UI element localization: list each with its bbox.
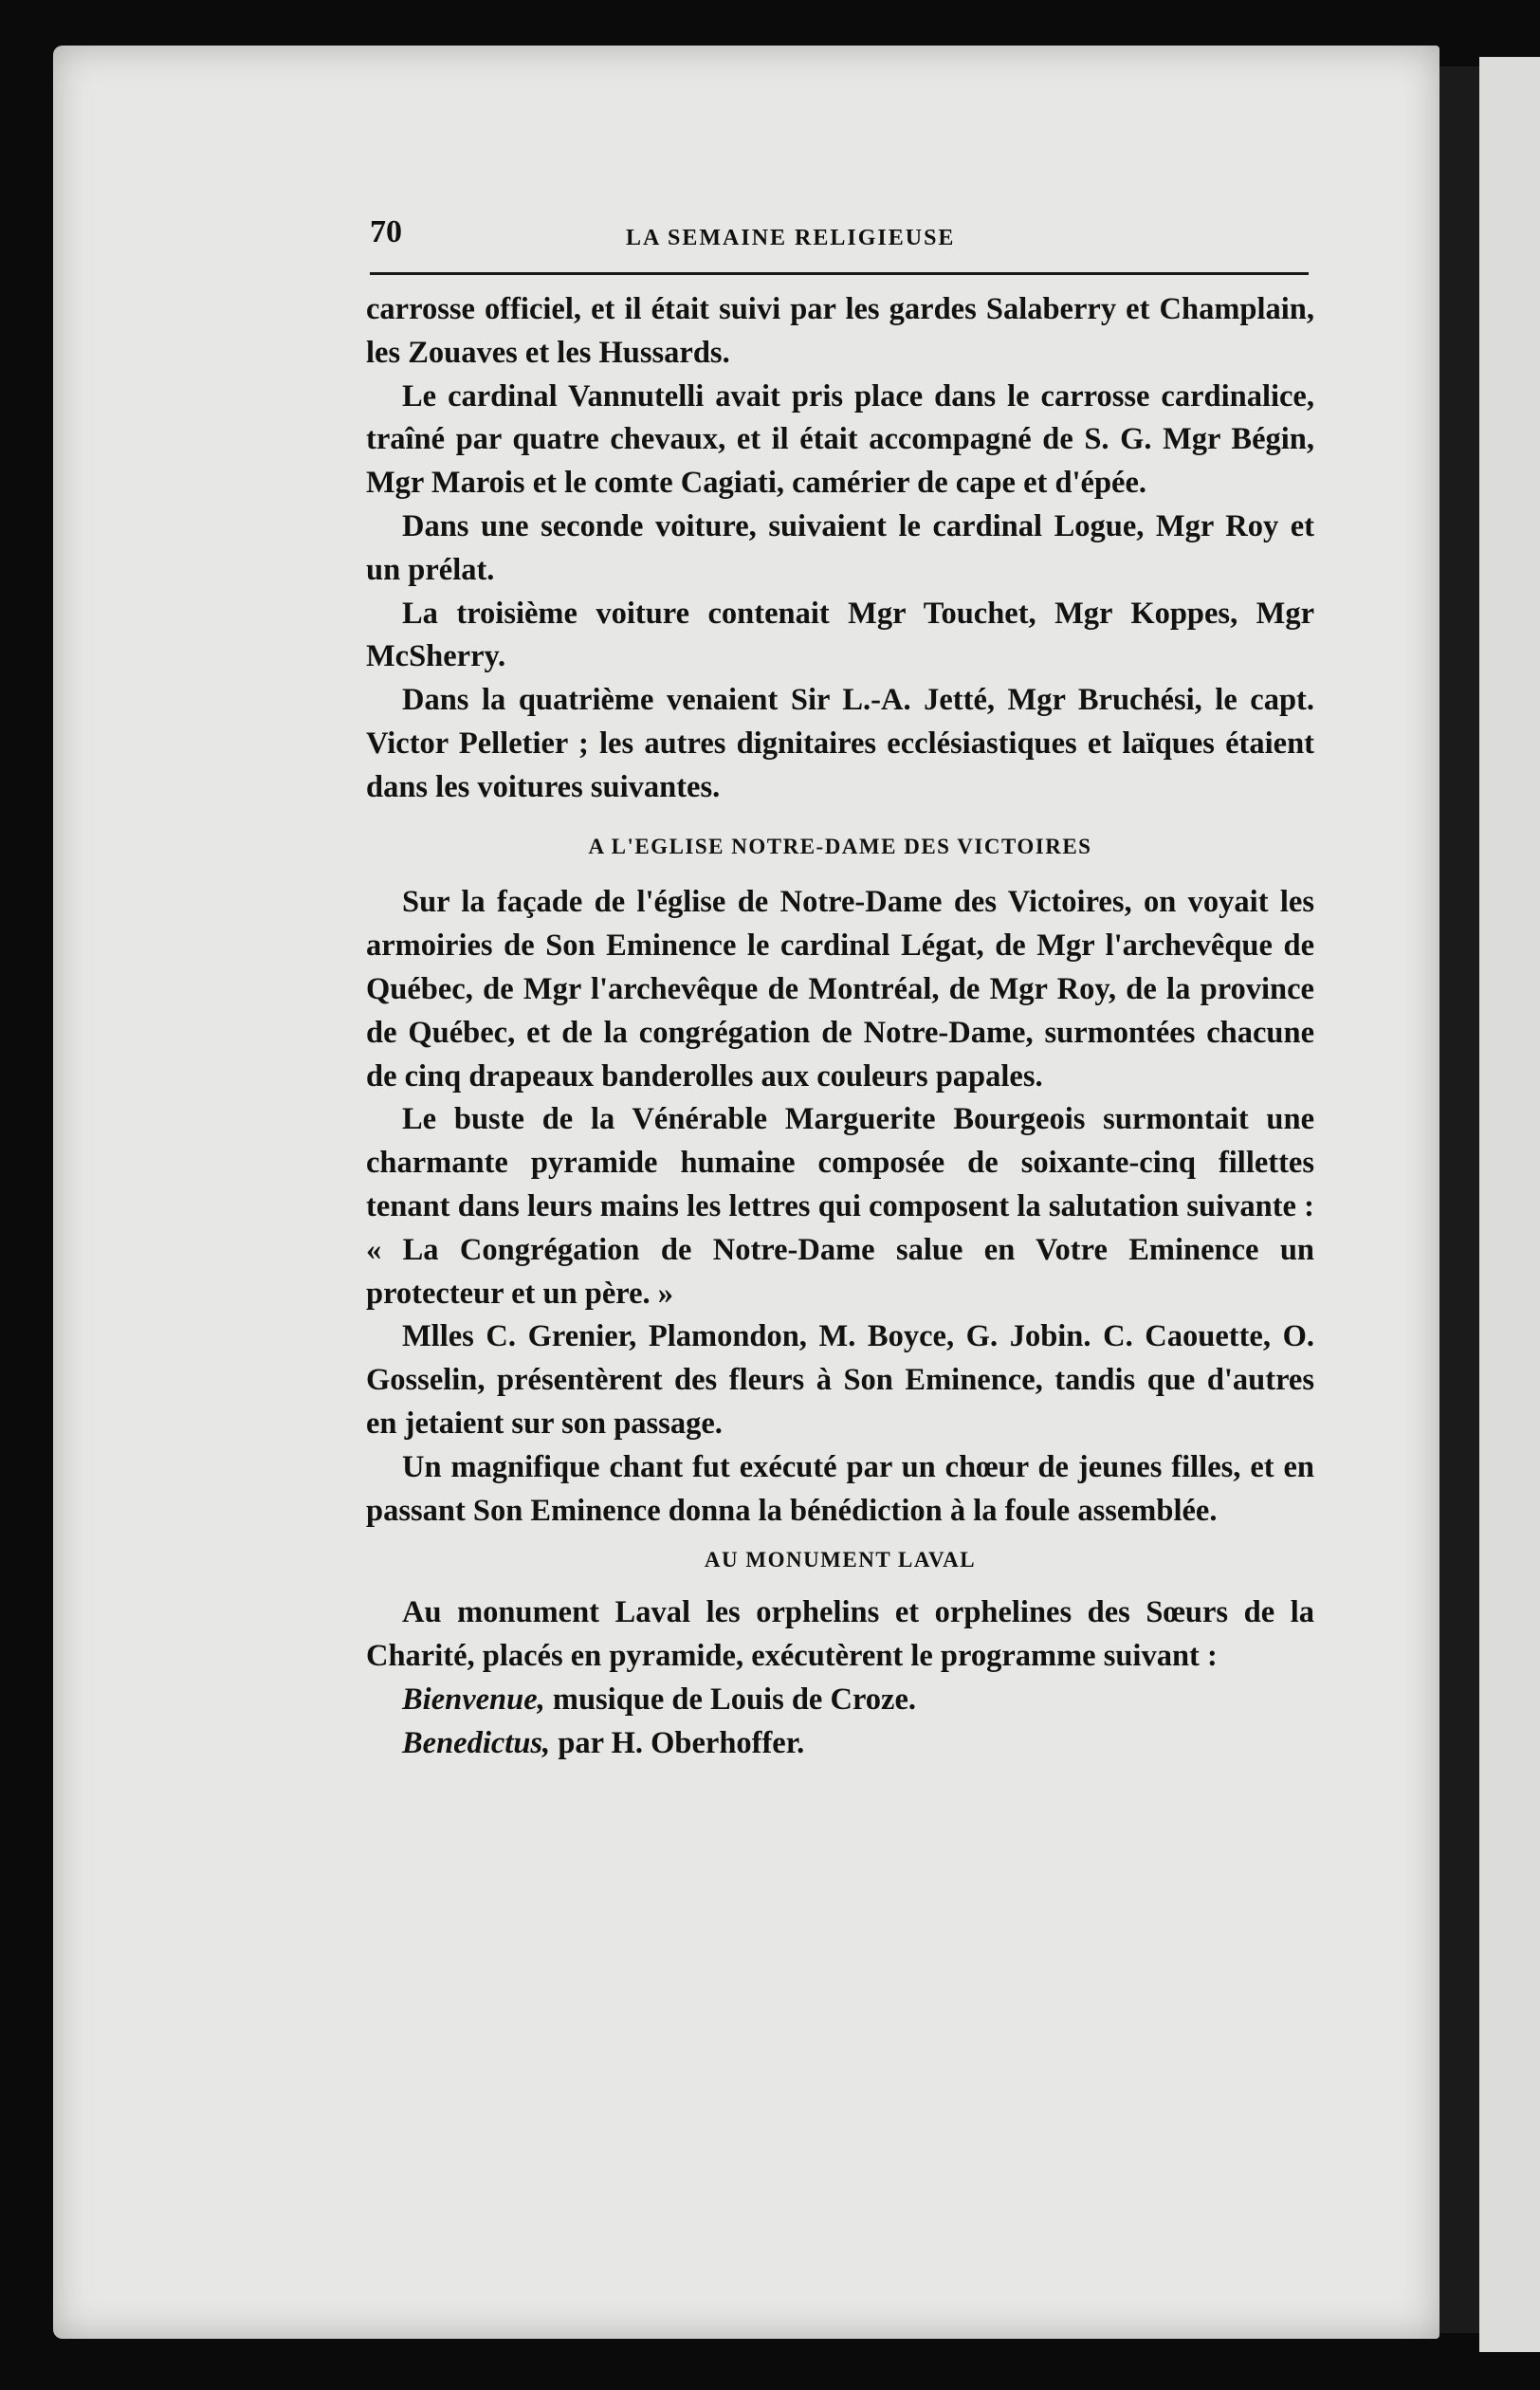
paragraph: Le cardinal Vannutelli avait pris place dans le carrosse cardinalice, traîné par quatre chevaux, et il était accompagné de S. G. Mgr Bégin, Mgr Marois et le comte Cagiati, camérier de cape et d'épée.	[366, 378, 1314, 501]
page-header	[370, 214, 1318, 252]
paragraph: Un magnifique chant fut exécuté par un chœur de jeunes filles, et en passant Son Eminence donna la bénédiction à la foule assemblée.	[366, 1449, 1314, 1528]
paragraph: carrosse officiel, et il était suivi par les gardes Salaberry et Champlain, les Zouaves et les Hussards.	[366, 292, 1314, 370]
section-heading: A L'EGLISE NOTRE-DAME DES VICTOIRES	[588, 834, 1092, 858]
program-detail: par H. Oberhoffer.	[550, 1725, 805, 1760]
scan-border-bottom	[53, 2339, 1479, 2390]
running-title: LA SEMAINE RELIGIEUSE	[626, 226, 956, 250]
paragraph: Mlles C. Grenier, Plamondon, M. Boyce, G. Jobin. C. Caouette, O. Gosselin, présentèrent des fleurs à Son Eminence, tandis que d'autres en jetaient sur son passage.	[366, 1319, 1314, 1441]
program-title: Bienvenue,	[402, 1682, 545, 1717]
paragraph: Sur la façade de l'église de Notre-Dame des Victoires, on voyait les armoiries de Son Eminence le cardinal Légat, de Mgr l'archevêque de Québec, de Mgr l'archevêque de Montréal, de Mgr Roy, de la province de Québec, et de la congrégation de Notre-Dame, surmontées chacune de cinq drapeaux banderolles aux couleurs papales.	[366, 885, 1314, 1094]
section-heading: AU MONUMENT LAVAL	[704, 1548, 977, 1572]
program-detail: musique de Louis de Croze.	[544, 1682, 917, 1717]
program-item	[366, 1679, 1314, 1722]
paragraph: Le buste de la Vénérable Marguerite Bourgeois surmontait une charmante pyramide humaine composée de soixante-cinq fillettes tenant dans leurs mains les lettres qui composent la salutation suivante : « La Congrégation de Notre-Dame salue en Votre Eminence un protecteur et un père. »	[366, 1102, 1314, 1311]
paragraph: La troisième voiture contenait Mgr Touchet, Mgr Koppes, Mgr McSherry.	[366, 596, 1314, 674]
article-body	[366, 288, 1314, 1765]
page-number: 70	[370, 214, 402, 249]
paragraph: Dans la quatrième venaient Sir L.-A. Jetté, Mgr Bruchési, le capt. Victor Pelletier ; les autres dignitaires ecclésiastiques et laïques étaient dans les voitures suivantes.	[366, 683, 1314, 804]
header-rule	[370, 272, 1309, 275]
adjacent-page-sliver	[1479, 57, 1540, 2352]
page-gutter-edge	[1439, 66, 1479, 2333]
paragraph: Dans une seconde voiture, suivaient le cardinal Logue, Mgr Roy et un prélat.	[366, 508, 1314, 587]
program-item	[366, 1722, 1314, 1766]
scan-border-left	[0, 0, 59, 2390]
program-title: Benedictus,	[402, 1725, 551, 1760]
paragraph: Au monument Laval les orphelins et orphelines des Sœurs de la Charité, placés en pyramide, exécutèrent le programme suivant :	[366, 1595, 1314, 1673]
